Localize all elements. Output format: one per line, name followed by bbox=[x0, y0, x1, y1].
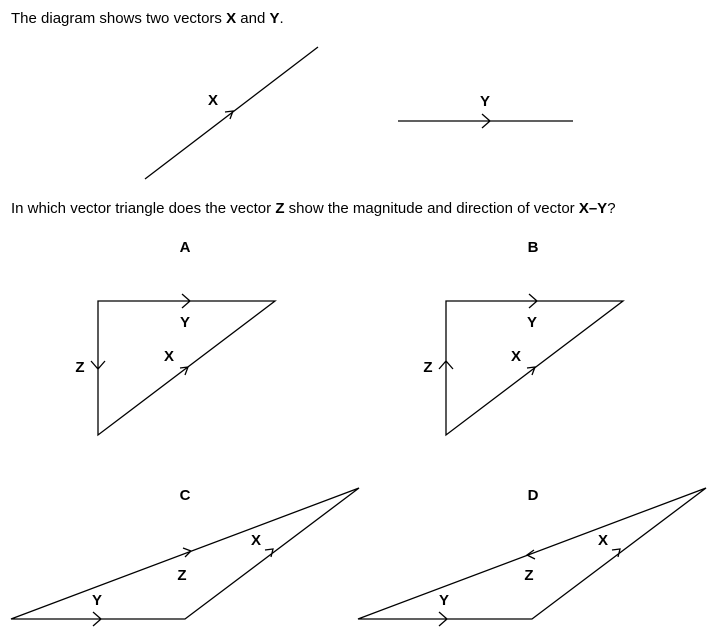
given-vector-x bbox=[145, 47, 318, 179]
intro-prefix: The diagram shows two vectors bbox=[11, 10, 227, 27]
option-c-letter: C bbox=[179, 487, 191, 504]
option-d bbox=[358, 487, 706, 626]
intro-vector-x: X bbox=[226, 10, 237, 27]
option-d-y-label: Y bbox=[438, 592, 450, 609]
option-c-z-label: Z bbox=[177, 567, 187, 584]
option-c-x-label: X bbox=[250, 532, 262, 549]
option-c-triangle bbox=[11, 488, 359, 619]
option-a-x-label: X bbox=[163, 348, 175, 365]
question-suffix: ? bbox=[607, 200, 616, 217]
intro-suffix: . bbox=[279, 10, 284, 27]
option-b-x-label: X bbox=[510, 348, 522, 365]
option-b-z-label: Z bbox=[423, 359, 433, 376]
vector-y-label: Y bbox=[479, 93, 491, 110]
option-a-y-label: Y bbox=[179, 314, 191, 331]
question-prefix: In which vector triangle does the vector bbox=[11, 200, 276, 217]
vector-x-line bbox=[145, 47, 318, 179]
question-expression: X–Y bbox=[578, 200, 608, 217]
option-c bbox=[11, 487, 359, 626]
option-d-x-label: X bbox=[597, 532, 609, 549]
question-vector-z: Z bbox=[275, 200, 285, 217]
option-a bbox=[75, 239, 275, 435]
option-a-z-label: Z bbox=[75, 359, 85, 376]
given-vector-y bbox=[398, 93, 573, 128]
intro-vector-y: Y bbox=[269, 10, 280, 27]
option-d-z-label: Z bbox=[524, 567, 534, 584]
question-middle: show the magnitude and direction of vector bbox=[284, 200, 579, 217]
option-b-letter: B bbox=[527, 239, 539, 256]
option-d-letter: D bbox=[527, 487, 539, 504]
option-b bbox=[423, 239, 623, 435]
option-b-y-label: Y bbox=[526, 314, 538, 331]
option-c-y-label: Y bbox=[91, 592, 103, 609]
intro-middle: and bbox=[236, 10, 270, 27]
vector-x-label: X bbox=[207, 92, 219, 109]
option-d-triangle bbox=[358, 488, 706, 619]
option-a-letter: A bbox=[179, 239, 191, 256]
